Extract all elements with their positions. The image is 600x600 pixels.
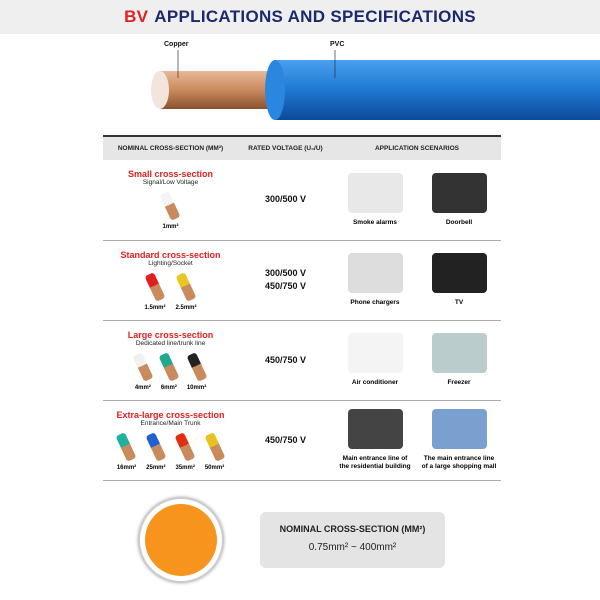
core-icon xyxy=(145,504,217,576)
wire-size: 35mm² xyxy=(175,464,195,471)
table-row xyxy=(103,320,501,400)
page-title xyxy=(0,0,600,34)
table-row xyxy=(103,160,501,240)
application-label: Smoke alarms xyxy=(352,218,398,226)
wire-sample xyxy=(117,433,136,471)
application-item xyxy=(422,409,497,471)
application-item xyxy=(338,173,413,227)
cross-section-cell xyxy=(103,160,238,240)
application-image xyxy=(348,253,403,293)
wire-size: 50mm² xyxy=(204,464,225,471)
wire-icon xyxy=(145,432,166,462)
wire-size: 6mm² xyxy=(160,384,177,391)
application-item xyxy=(338,253,413,307)
applications-cell xyxy=(333,240,501,320)
voltage-cell xyxy=(238,240,333,320)
cross-section-cell xyxy=(103,320,238,400)
wire-size: 16mm² xyxy=(116,464,137,471)
category-desc: Dedicated line/trunk line xyxy=(135,339,206,347)
application-image xyxy=(348,333,403,373)
wire-size: 10mm² xyxy=(186,384,207,391)
wire-size: 1.5mm² xyxy=(144,304,166,311)
wire-sample xyxy=(144,273,165,311)
voltage-cell xyxy=(238,320,333,400)
wire-size: 25mm² xyxy=(146,464,166,471)
application-label: Doorbell xyxy=(445,218,473,226)
category-desc: Lighting/Socket xyxy=(148,259,193,267)
cross-section-range-box xyxy=(260,512,445,568)
wire-icon xyxy=(132,352,153,382)
cross-section-cell xyxy=(103,240,238,320)
cable-image xyxy=(0,38,600,123)
application-image xyxy=(432,409,487,449)
category-name: Large cross-section xyxy=(127,329,214,340)
application-item xyxy=(338,409,413,471)
cross-section-cell xyxy=(103,400,238,480)
application-image xyxy=(432,173,487,213)
wire-icon xyxy=(116,432,137,462)
category-name: Extra-large cross-section xyxy=(116,409,225,420)
applications-cell xyxy=(333,400,501,480)
table-row xyxy=(103,400,501,480)
spec-table xyxy=(103,135,501,481)
voltage-value: 300/500 V xyxy=(264,194,307,205)
application-label: TV xyxy=(454,299,464,306)
application-label: Freezer xyxy=(447,379,471,386)
application-item xyxy=(422,333,497,387)
category-desc: Signal/Low Voltage xyxy=(142,179,199,187)
wire-icon xyxy=(186,352,207,382)
title-prefix: BV xyxy=(124,7,149,26)
wire-sample xyxy=(205,433,224,471)
voltage-cell xyxy=(238,160,333,240)
voltage-value: 450/750 V xyxy=(264,434,307,445)
application-item xyxy=(422,173,497,227)
application-image xyxy=(432,253,487,293)
voltage-value: 450/750 V xyxy=(264,354,307,365)
wire-icon xyxy=(204,432,225,462)
applications-cell xyxy=(333,160,501,240)
wire-icon xyxy=(176,272,197,302)
header-voltage: RATED VOLTAGE (U₀/U) xyxy=(238,136,333,160)
application-image xyxy=(432,333,487,373)
wire-sample xyxy=(161,353,177,391)
cable-illustration xyxy=(0,38,600,123)
cross-section-circle xyxy=(138,497,224,583)
voltage-value: 450/750 V xyxy=(264,281,307,291)
category-name: Small cross-section xyxy=(127,169,214,180)
wire-sample xyxy=(135,353,151,391)
title-text: APPLICATIONS AND SPECIFICATIONS xyxy=(154,7,476,26)
application-label: The main entrance line of a large shopping mall xyxy=(421,455,497,470)
application-image xyxy=(348,173,403,213)
wire-icon xyxy=(145,272,166,302)
applications-cell xyxy=(333,320,501,400)
wire-icon xyxy=(158,352,179,382)
wire-sample xyxy=(146,433,165,471)
voltage-cell xyxy=(238,400,333,480)
application-item xyxy=(338,333,413,387)
table-row xyxy=(103,240,501,320)
copper-label: Copper xyxy=(164,41,189,48)
application-label: Air conditioner xyxy=(351,379,399,386)
wire-size: 2.5mm² xyxy=(175,304,197,311)
wire-size: 4mm² xyxy=(134,384,151,391)
application-label: Phone chargers xyxy=(350,299,400,306)
wire-sample xyxy=(176,433,195,471)
header-applications: APPLICATION SCENARIOS xyxy=(333,136,501,160)
application-item xyxy=(422,253,497,307)
range-value: 0.75mm² ~ 400mm² xyxy=(308,542,397,553)
pvc-label: PVC xyxy=(330,41,345,48)
wire-sample xyxy=(187,353,206,391)
category-name: Standard cross-section xyxy=(120,249,221,260)
wire-icon xyxy=(175,432,196,462)
wire-icon xyxy=(160,191,181,221)
category-desc: Entrance/Main Trunk xyxy=(140,419,201,427)
wire-size: 1mm² xyxy=(162,224,179,231)
application-label: Main entrance line of the residential building xyxy=(339,455,411,470)
wire-sample xyxy=(162,192,178,230)
application-image xyxy=(348,409,403,449)
header-cross-section: NOMINAL CROSS-SECTION (MM²) xyxy=(103,136,238,160)
wire-sample xyxy=(176,273,197,311)
range-label: NOMINAL CROSS-SECTION (MM²) xyxy=(279,524,426,534)
voltage-value: 300/500 V xyxy=(264,268,307,278)
